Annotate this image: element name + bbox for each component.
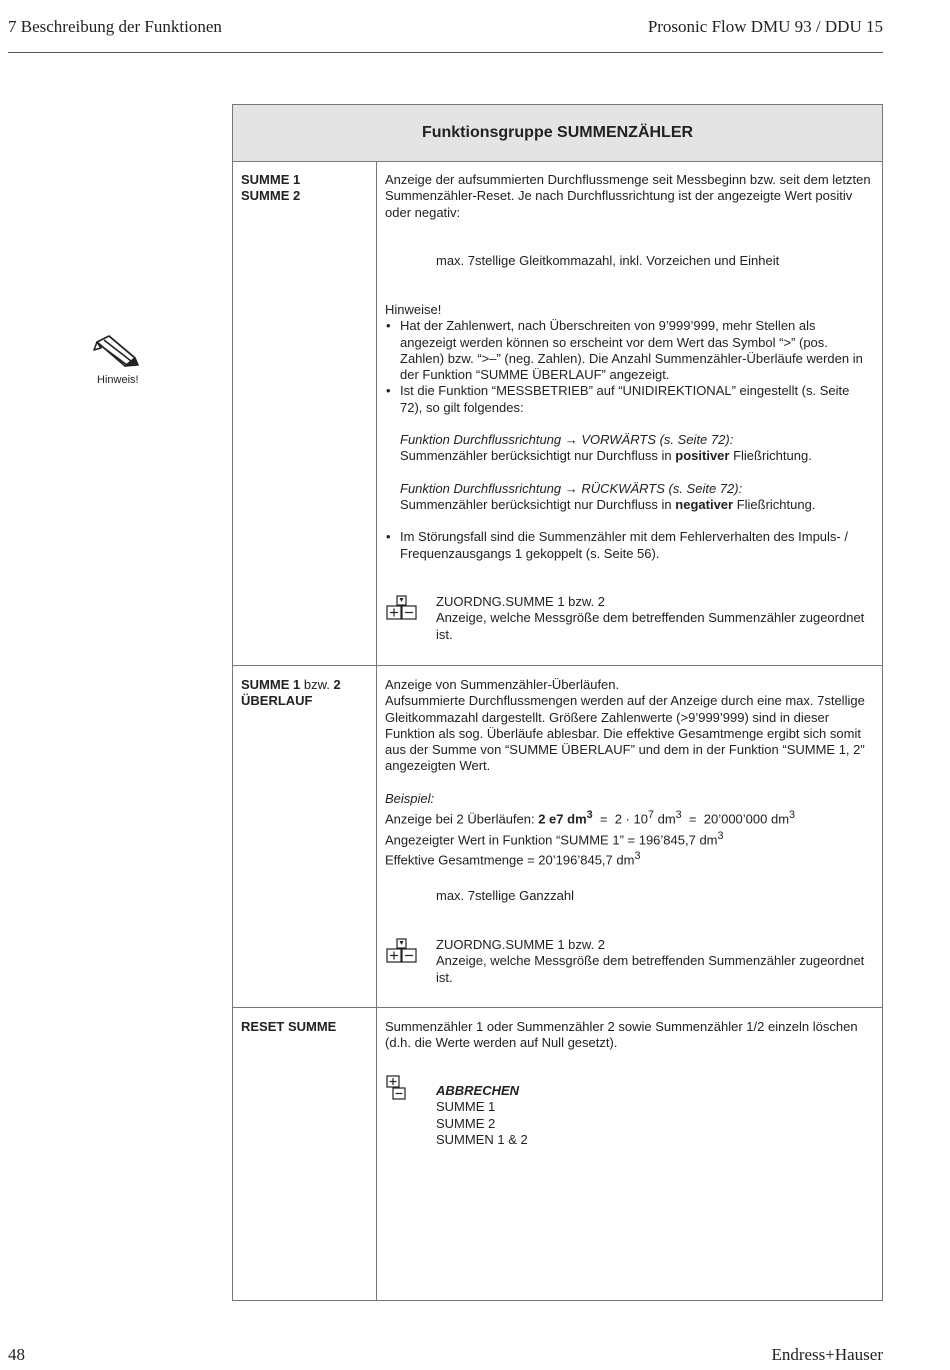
reset-option: SUMME 1 — [436, 1099, 496, 1115]
summe-description: Anzeige der aufsummierten Durchflussmenge seit Messbeginn bzw. seit dem letzten Summenzähler-Reset. Je nach Durchflussrichtung ist der angezeigte Wert positiv oder negativ: — [385, 172, 871, 220]
example-line-2: Angezeigter Wert in Funktion “SUMME 1” = 196’845,7 $dm^3$ — [385, 829, 724, 848]
function-table — [232, 104, 883, 1301]
brand-name: Endress+Hauser — [771, 1345, 883, 1364]
forward-case — [385, 432, 873, 465]
example-title: Beispiel: — [385, 790, 435, 806]
function-name-summe-2: SUMME 2 — [241, 188, 301, 204]
reverse-case-text: Summenzähler berücksichtigt nur Durchfluss in negativer Fließrichtung. — [400, 496, 816, 512]
table-header — [233, 105, 882, 162]
plus-minus-select-icon — [385, 595, 419, 621]
forward-case-text: Summenzähler berücksichtigt nur Durchfluss in positiver Fließrichtung. — [400, 448, 812, 464]
page-number: 48 — [8, 1345, 25, 1364]
column-divider — [376, 162, 377, 1300]
notes-title: Hinweise! — [385, 302, 442, 317]
row-divider — [233, 665, 882, 666]
reset-options — [436, 1083, 866, 1148]
overflow-assignment — [436, 937, 866, 986]
function-name-reset: RESET SUMME — [241, 1019, 337, 1034]
function-name-overflow-suffix: ÜBERLAUF — [241, 693, 313, 709]
reset-description: Summenzähler 1 oder Summenzähler 2 sowie Summenzähler 1/2 einzeln löschen (d.h. die Werte werden auf Null gesetzt). — [385, 1019, 858, 1051]
reverse-case-title: Funktion Durchflussrichtung → RÜCKWÄRTS (s. Seite 72): — [400, 480, 743, 496]
overflow-display-format: max. 7stellige Ganzzahl — [436, 888, 575, 903]
overflow-description — [385, 677, 873, 869]
reset-option: SUMMEN 1 & 2 — [436, 1131, 528, 1147]
plus-minus-select-icon — [385, 938, 419, 964]
document-title: Prosonic Flow DMU 93 / DDU 15 — [647, 17, 883, 36]
example-line-3: Effektive Gesamtmenge = 20’196’845,7 $dm^3$ — [385, 850, 641, 868]
summe-assignment — [436, 594, 866, 643]
assignment-text: Anzeige, welche Messgröße dem betreffenden Summenzähler zugeordnet ist. — [436, 610, 865, 642]
assignment-text: Anzeige, welche Messgröße dem betreffenden Summenzähler zugeordnet ist. — [436, 953, 865, 985]
plus-minus-icon — [385, 1075, 409, 1103]
assignment-title: ZUORDNG.SUMME 1 bzw. 2 — [436, 937, 606, 952]
note-bullet-fault-behavior: • Im Störungsfall sind die Summenzähler mit dem Fehlerverhalten des Impuls- / Frequenzausgangs 1 gekoppelt (s. Seite 56). — [385, 529, 873, 562]
note-label: Hinweis! — [97, 374, 139, 386]
note-bullet-overflow: • Hat der Zahlenwert, nach Überschreiten von 9’999’999, mehr Stellen als angezeigt werden können so erscheint vor dem Wert das Symbol “>” (pos. Zahlen) bzw. “>–” (neg. Zahlen). Die Anzahl Summenzähler-Überläufe werden in der Funktion “SUMME ÜBERLAUF” angezeigt. — [385, 318, 873, 383]
reset-option: SUMME 2 — [436, 1115, 496, 1131]
row-divider — [233, 1007, 882, 1008]
overflow-desc-body: Aufsummierte Durchflussmengen werden auf der Anzeige durch eine max. 7stellige Gleitkommazahl dargestellt. Größere Zahlenwerte (>9’999’999) sind in dieser Funktion als sog. Überläufe ablesbar. Die effektive Gesamtmenge ergibt sich somit aus der Summe von “SUMME ÜBERLAUF” und dem in der Funktion “SUMME 1, 2” angezeigten Wert. — [385, 693, 865, 774]
section-heading: 7 Beschreibung der Funktionen — [8, 17, 222, 36]
summe-notes — [385, 302, 873, 562]
assignment-title: ZUORDNG.SUMME 1 bzw. 2 — [436, 594, 606, 609]
pencil-note-icon — [91, 332, 141, 372]
summe-display-format: max. 7stellige Gleitkommazahl, inkl. Vorzeichen und Einheit — [436, 253, 780, 268]
forward-case-title: Funktion Durchflussrichtung → VORWÄRTS (s. Seite 72): — [400, 432, 734, 448]
table-title: Funktionsgruppe SUMMENZÄHLER — [421, 124, 694, 141]
reverse-case — [385, 481, 873, 514]
overflow-desc-intro: Anzeige von Summenzähler-Überläufen. — [385, 677, 620, 692]
note-bullet-measure-mode: • Ist die Funktion “MESSBETRIEB” auf “UNIDIREKTIONAL” eingestellt (s. Seite 72), so gilt folgendes: — [385, 383, 873, 416]
example-line-1: Anzeige bei 2 Überläufen: 2 e7 $dm^3 = 2 \cdot 10^7$ $dm^3$ = 20’000’000 $dm^3$ — [385, 809, 796, 827]
reset-option-default: ABBRECHEN — [436, 1083, 520, 1098]
row-summe-name — [241, 172, 300, 205]
row-overflow-name — [241, 677, 341, 710]
function-name-overflow: SUMME 1 bzw. 2 — [241, 677, 341, 692]
function-name-summe-1: SUMME 1 — [241, 172, 301, 187]
header-rule — [8, 52, 883, 53]
